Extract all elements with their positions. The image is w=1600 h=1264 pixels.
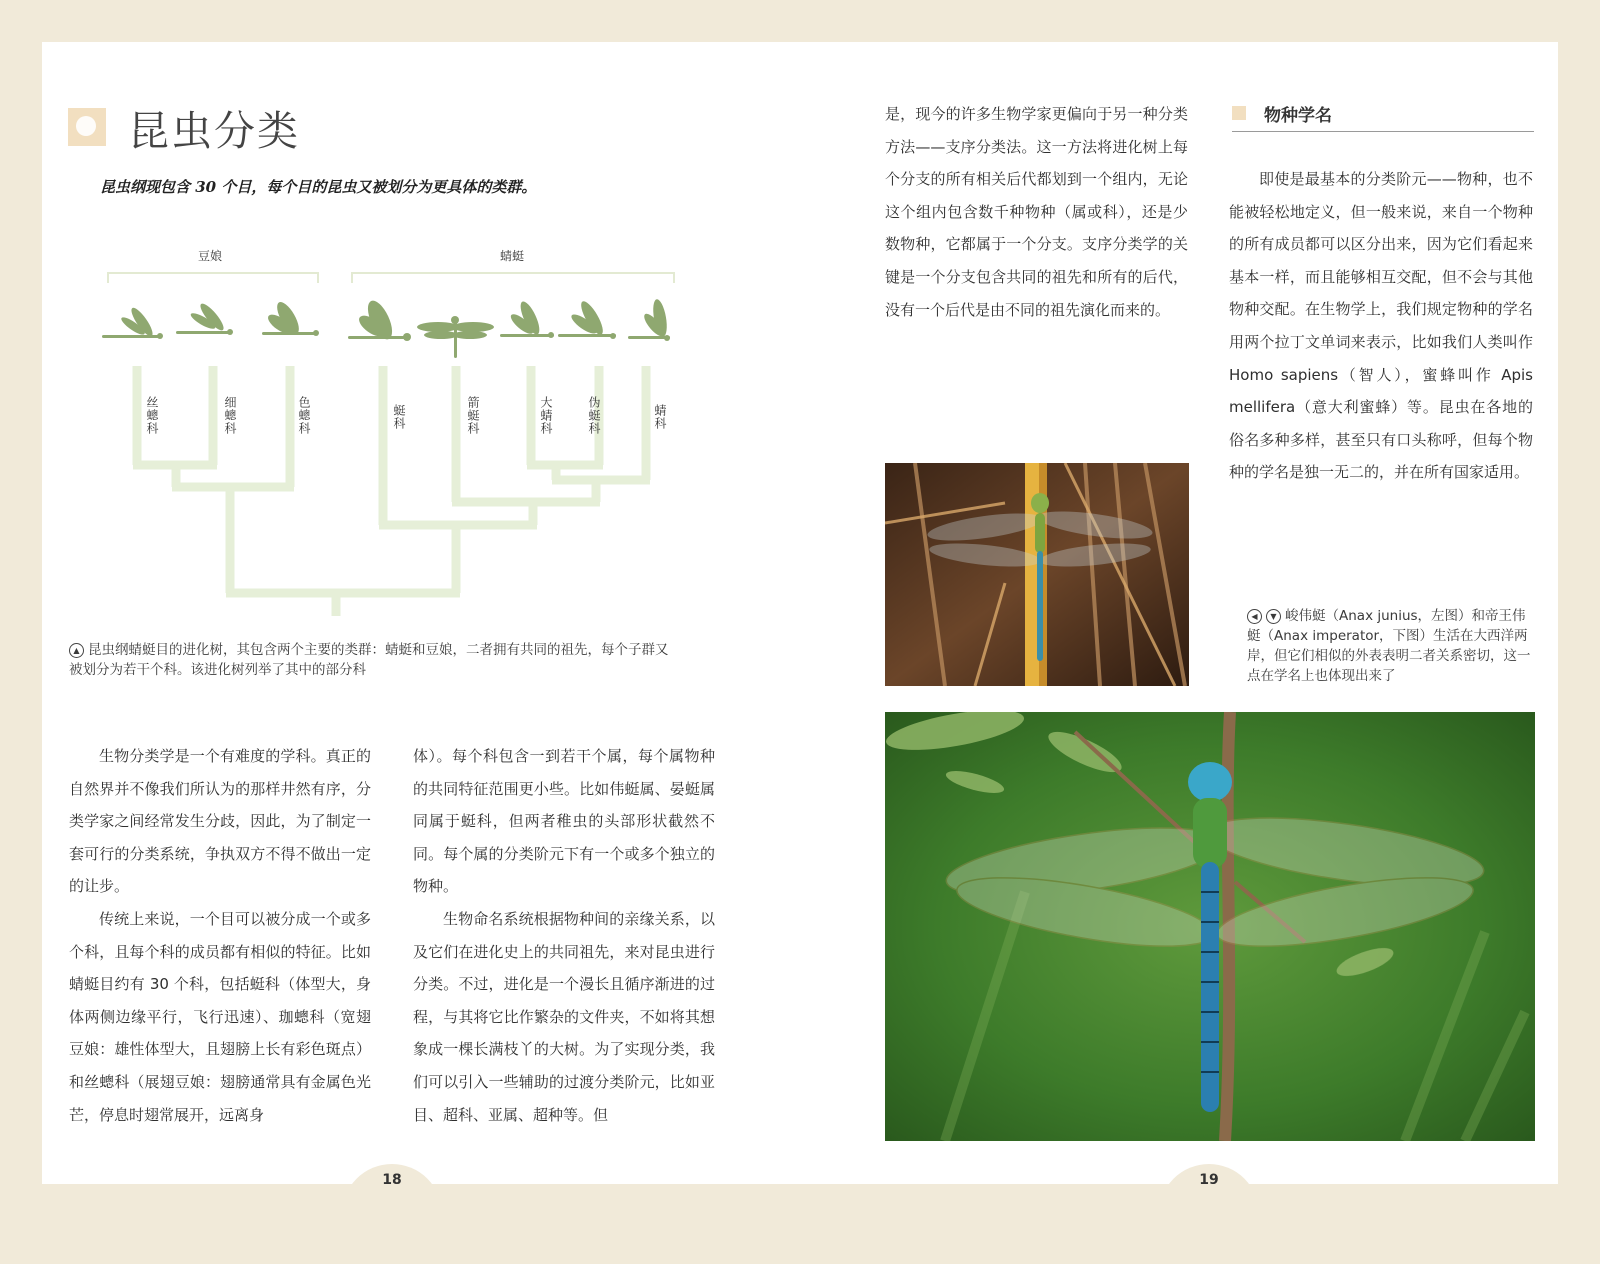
sidebar-body — [1229, 163, 1533, 489]
family-label-corduliidae: 伪蜓科 — [587, 396, 601, 435]
family-label-coenagrionidae: 细蟌科 — [223, 396, 237, 435]
dragonfly-silhouette-1 — [348, 297, 411, 343]
paragraph: 生物分类学是一个有难度的学科。真正的自然界并不像我们所认为的那样井然有序，分类学家之间经常发生分歧，因此，为了制定一套可行的分类系统，争执双方不得不做出一定的让步。 — [69, 747, 371, 896]
dragonfly-silhouette-2 — [417, 316, 494, 358]
photo-anax-junius-art — [885, 463, 1189, 686]
insect-silhouettes — [102, 297, 670, 358]
page-number-tab-left — [342, 1164, 442, 1264]
paragraph: 即使是最基本的分类阶元——物种，也不能被轻松地定义，但一般来说，来自一个物种的所有成员都可以区分出来，因为它们看起来基本一样，而且能够相互交配，但不会与其他物种交配。在生物学上，我们规定物种的学名用两个拉丁文单词来表示，比如我们人类叫作 Homo sapiens（智人），蜜蜂叫作 Apis mellifera（意大利蜜蜂）等。昆虫在各地的俗名多种多样，甚至只有口头称呼，但每个物种的学名是独一无二的，并在所有国家适用。 — [1229, 170, 1533, 482]
tree-caption-text: 昆虫纲蜻蜓目的进化树，其包含两个主要的类群：蜻蜓和豆娘，二者拥有共同的祖先，每个子群又被划分为若干个科。该进化树列举了其中的部分科 — [69, 642, 669, 678]
paragraph: 体）。每个科包含一到若干个属，每个属物种的共同特征范围更小些。比如伟蜓属、晏蜓属同属于蜓科，但两者稚虫的头部形状截然不同。每个属的分类阶元下有一个或多个独立的物种。 — [413, 747, 715, 896]
family-label-libellulidae: 蜻科 — [653, 404, 667, 430]
dragonfly-silhouette-5 — [628, 298, 670, 341]
photo-caption — [1247, 606, 1535, 686]
right-column-1 — [885, 98, 1188, 326]
group-label-dragonflies: 蜻蜓 — [500, 249, 525, 263]
paragraph: 传统上来说，一个目可以被分成一个或多个科，且每个科的成员都有相似的特征。比如蜻蜓目约有 30 个科，包括蜓科（体型大，身体两侧边缘平行，飞行迅速）、珈蟌科（宽翅豆娘：雄性体型大，且翅膀上长有彩色斑点）和丝蟌科（展翅豆娘：翅膀通常具有金属色光芒，停息时翅常展开，远离身 — [69, 909, 371, 1124]
group-brackets — [108, 273, 674, 283]
page-number: 18 — [382, 1172, 402, 1188]
left-column-1 — [69, 740, 371, 1131]
sidebar-title: 物种学名 — [1264, 106, 1332, 126]
damselfly-silhouette-3 — [262, 299, 319, 337]
dragonfly-silhouette-4 — [558, 299, 616, 339]
page-number-tab-right — [1159, 1164, 1259, 1264]
sidebar-divider — [1232, 131, 1534, 132]
sidebar-marker — [1232, 106, 1246, 120]
left-arrow-circle-icon: ◀ — [1247, 609, 1262, 624]
dragonfly-silhouette-3 — [500, 299, 554, 338]
family-label-aeshnidae: 蜓科 — [392, 404, 406, 430]
page-number: 19 — [1199, 1172, 1219, 1188]
family-label-calopterygidae: 色蟌科 — [297, 396, 311, 435]
tree-caption — [69, 640, 669, 680]
page-subtitle: 昆虫纲现包含 30 个目，每个目的昆虫又被划分为更具体的类群。 — [100, 178, 537, 196]
family-label-macromiidae: 大蜻科 — [539, 396, 553, 435]
evolution-tree — [0, 0, 760, 640]
damselfly-silhouette-1 — [102, 305, 163, 339]
paragraph: 生物命名系统根据物种间的亲缘关系，以及它们在进化史上的共同祖先，来对昆虫进行分类。不过，进化是一个漫长且循序渐进的过程，与其将它比作繁杂的文件夹，不如将其想象成一棵长满枝丫的大树。为了实现分类，我们可以引入一些辅助的过渡分类阶元，比如亚目、超科、亚属、超种等。但 — [413, 909, 715, 1124]
page-title: 昆虫分类 — [128, 107, 300, 155]
family-label-lestidae: 丝蟌科 — [145, 396, 159, 435]
photo-anax-imperator-art — [885, 712, 1535, 1141]
photo-caption-text: 峻伟蜓（Anax junius，左图）和帝王伟蜓（Anax imperator，下图）生活在大西洋两岸，但它们相似的外表表明二者关系密切，这一点在学名上也体现出来了 — [1247, 608, 1531, 684]
photo-anax-imperator — [885, 712, 1535, 1141]
up-arrow-circle-icon: ▲ — [69, 643, 84, 658]
left-column-2 — [413, 740, 715, 1131]
damselfly-silhouette-2 — [176, 301, 233, 335]
group-label-damselflies: 豆娘 — [198, 249, 223, 263]
paragraph: 是，现今的许多生物学家更偏向于另一种分类方法——支序分类法。这一方法将进化树上每个分支的所有相关后代都划到一个组内，无论这个组内包含数千种物种（属或科），还是少数物种，它都属于一个分支。支序分类学的关键是一个分支包含共同的祖先和所有的后代，没有一个后代是由不同的祖先演化而来的。 — [885, 105, 1188, 319]
down-arrow-circle-icon: ▼ — [1266, 609, 1281, 624]
family-label-gomphidae: 箭蜓科 — [466, 396, 480, 435]
photo-anax-junius — [885, 463, 1189, 686]
